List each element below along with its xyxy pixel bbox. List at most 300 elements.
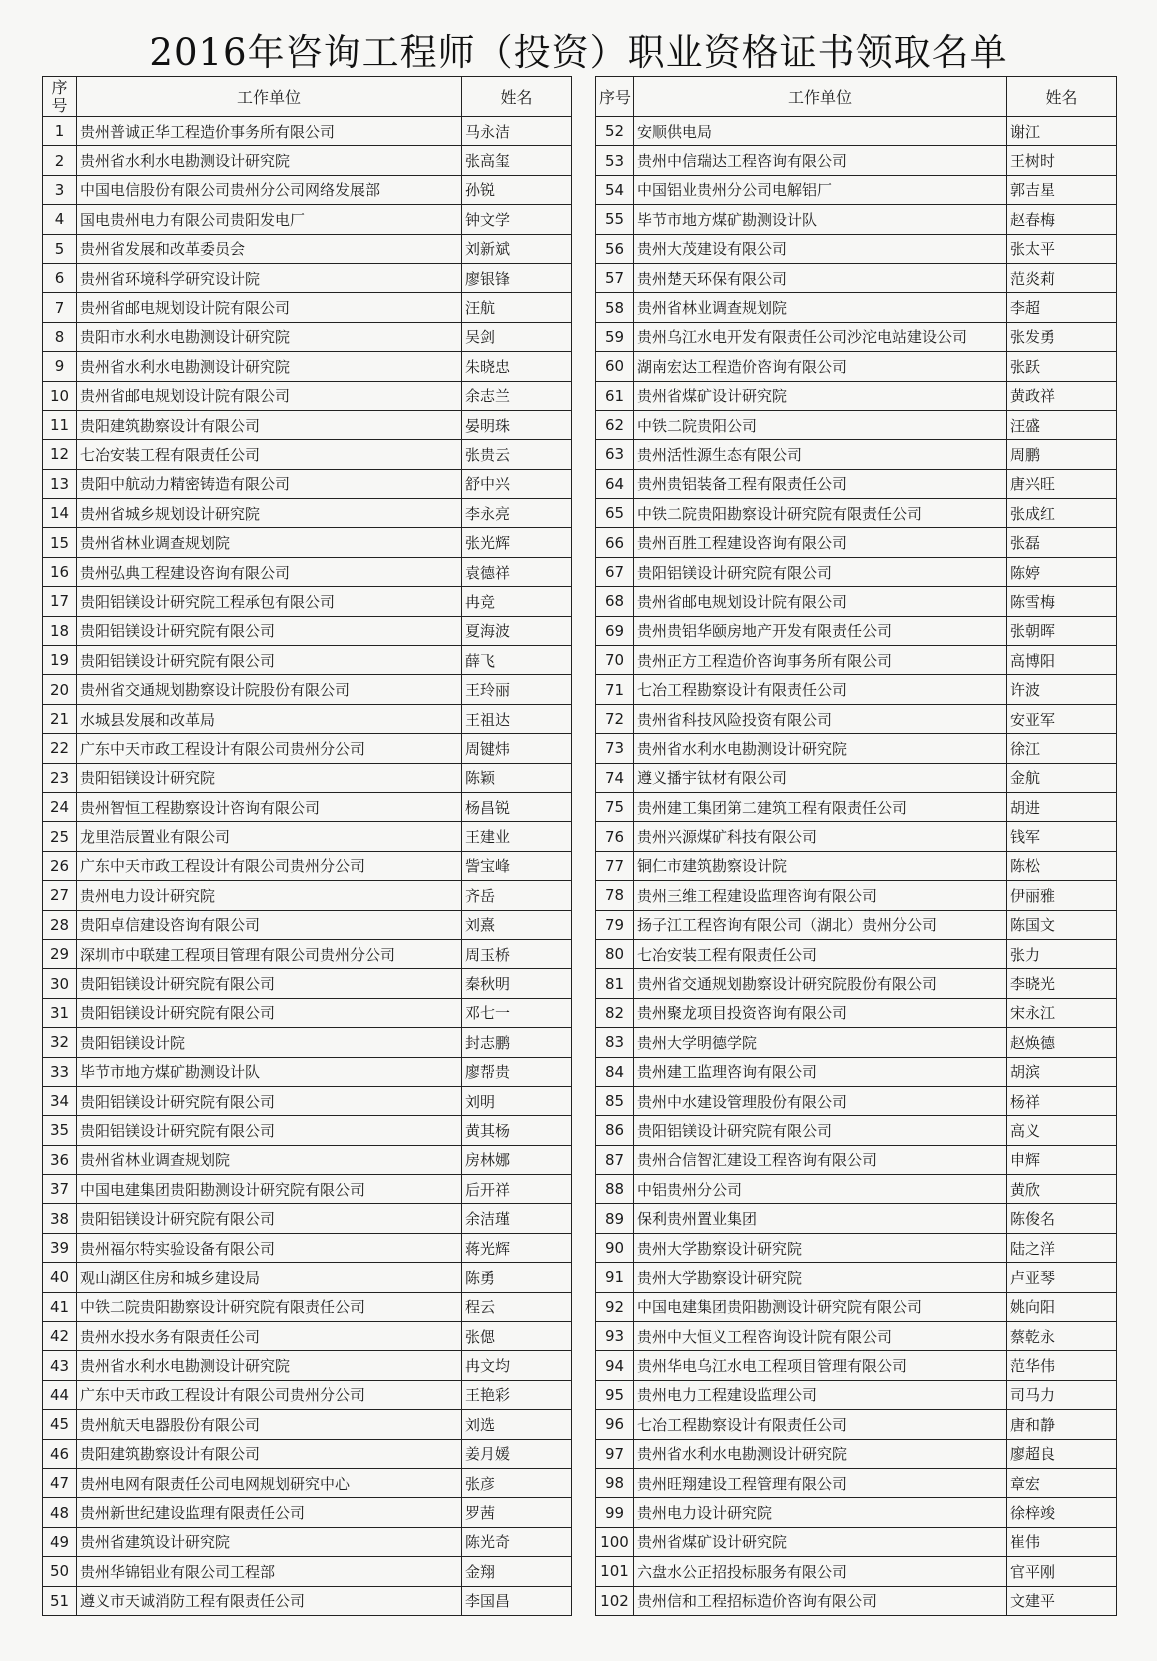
person-name-cell: 卢亚琴 [1007,1263,1117,1292]
table-row [596,557,1117,586]
row-number: 55 [596,205,634,234]
person-name-cell: 陈雪梅 [1007,587,1117,616]
table-row [43,881,572,910]
person-name-cell: 后开祥 [462,1175,572,1204]
work-unit-cell: 贵州三维工程建设监理咨询有限公司 [634,881,1007,910]
row-number: 19 [43,646,77,675]
work-unit-cell: 贵阳铝镁设计研究院有限公司 [77,969,462,998]
table-row [43,293,572,322]
work-unit-cell: 贵州省水利水电勘测设计研究院 [77,352,462,381]
work-unit-cell: 贵州活性源生态有限公司 [634,440,1007,469]
work-unit-cell: 贵州电网有限责任公司电网规划研究中心 [77,1468,462,1497]
table-row [43,557,572,586]
person-name-cell: 朱晓忠 [462,352,572,381]
row-number: 74 [596,763,634,792]
work-unit-cell: 贵州省邮电规划设计院有限公司 [634,587,1007,616]
person-name-cell: 夏海波 [462,616,572,645]
person-name-cell: 张太平 [1007,234,1117,263]
row-number: 47 [43,1468,77,1497]
row-number: 94 [596,1351,634,1380]
table-row [43,1527,572,1556]
work-unit-cell: 贵州大学勘察设计研究院 [634,1263,1007,1292]
person-name-cell: 许波 [1007,675,1117,704]
work-unit-cell: 安顺供电局 [634,117,1007,146]
row-number: 22 [43,734,77,763]
table-row [43,1028,572,1057]
row-number: 84 [596,1057,634,1086]
table-row [596,616,1117,645]
row-number: 54 [596,175,634,204]
table-row [596,528,1117,557]
person-name-cell: 谢江 [1007,117,1117,146]
row-number: 9 [43,352,77,381]
table-row [596,1263,1117,1292]
person-name-cell: 刘熹 [462,910,572,939]
work-unit-cell: 贵州贵铝华颐房地产开发有限责任公司 [634,616,1007,645]
person-name-cell: 蔡乾永 [1007,1322,1117,1351]
person-name-cell: 孙锐 [462,175,572,204]
table-row [596,969,1117,998]
work-unit-cell: 中国铝业贵州分公司电解铝厂 [634,175,1007,204]
row-number: 52 [596,117,634,146]
work-unit-cell: 贵州贵铝装备工程有限责任公司 [634,469,1007,498]
header-unit: 工作单位 [77,77,462,117]
row-number: 37 [43,1175,77,1204]
person-name-cell: 廖银锋 [462,263,572,292]
row-number: 92 [596,1292,634,1321]
table-row [596,1468,1117,1497]
person-name-cell: 张力 [1007,939,1117,968]
work-unit-cell: 湖南宏达工程造价咨询有限公司 [634,352,1007,381]
table-row [43,1410,572,1439]
work-unit-cell: 贵州省邮电规划设计院有限公司 [77,381,462,410]
work-unit-cell: 中国电建集团贵阳勘测设计研究院有限公司 [634,1292,1007,1321]
table-row [596,175,1117,204]
work-unit-cell: 贵州华锦铝业有限公司工程部 [77,1557,462,1586]
table-row [43,1175,572,1204]
work-unit-cell: 贵州省科技风险投资有限公司 [634,704,1007,733]
row-number: 11 [43,410,77,439]
work-unit-cell: 贵州电力设计研究院 [77,881,462,910]
work-unit-cell: 贵州普诚正华工程造价事务所有限公司 [77,117,462,146]
person-name-cell: 汪盛 [1007,410,1117,439]
row-number: 82 [596,998,634,1027]
person-name-cell: 杨昌锐 [462,792,572,821]
person-name-cell: 訾宝峰 [462,851,572,880]
table-row [43,822,572,851]
work-unit-cell: 贵州乌江水电开发有限责任公司沙沱电站建设公司 [634,322,1007,351]
header-num-line2: 号 [51,95,68,115]
work-unit-cell: 七冶安装工程有限责任公司 [634,939,1007,968]
person-name-cell: 高博阳 [1007,646,1117,675]
work-unit-cell: 贵州华电乌江水电工程项目管理有限公司 [634,1351,1007,1380]
row-number: 61 [596,381,634,410]
table-row [596,1351,1117,1380]
row-number: 89 [596,1204,634,1233]
header-num: 序号 [596,77,634,117]
work-unit-cell: 遵义市天诚消防工程有限责任公司 [77,1586,462,1615]
row-number: 18 [43,616,77,645]
person-name-cell: 王玲丽 [462,675,572,704]
work-unit-cell: 贵州正方工程造价咨询事务所有限公司 [634,646,1007,675]
roster-table-right [595,76,1117,1616]
person-name-cell: 范华伟 [1007,1351,1117,1380]
work-unit-cell: 贵州大学勘察设计研究院 [634,1233,1007,1262]
work-unit-cell: 贵阳建筑勘察设计有限公司 [77,410,462,439]
work-unit-cell: 贵州电力设计研究院 [634,1498,1007,1527]
table-row [596,440,1117,469]
person-name-cell: 陆之洋 [1007,1233,1117,1262]
table-row [596,293,1117,322]
work-unit-cell: 贵州中水建设管理股份有限公司 [634,1086,1007,1115]
person-name-cell: 薛飞 [462,646,572,675]
person-name-cell: 赵焕德 [1007,1028,1117,1057]
table-row [43,587,572,616]
person-name-cell: 张光辉 [462,528,572,557]
person-name-cell: 袁德祥 [462,557,572,586]
table-row [596,851,1117,880]
row-number: 8 [43,322,77,351]
work-unit-cell: 贵阳卓信建设咨询有限公司 [77,910,462,939]
table-row [596,117,1117,146]
person-name-cell: 姜月媛 [462,1439,572,1468]
person-name-cell: 罗茜 [462,1498,572,1527]
person-name-cell: 秦秋明 [462,969,572,998]
table-row [43,234,572,263]
work-unit-cell: 贵州省交通规划勘察设计研究院股份有限公司 [634,969,1007,998]
table-row [596,792,1117,821]
work-unit-cell: 贵州智恒工程勘察设计咨询有限公司 [77,792,462,821]
work-unit-cell: 贵州省林业调查规划院 [634,293,1007,322]
row-number: 25 [43,822,77,851]
work-unit-cell: 贵州电力工程建设监理公司 [634,1380,1007,1409]
work-unit-cell: 中国电信股份有限公司贵州分公司网络发展部 [77,175,462,204]
table-row [596,1086,1117,1115]
table-row [43,1204,572,1233]
table-row [43,205,572,234]
table-row [596,1527,1117,1556]
person-name-cell: 周鹏 [1007,440,1117,469]
table-row [596,1586,1117,1615]
table-row [596,322,1117,351]
row-number: 79 [596,910,634,939]
row-number: 68 [596,587,634,616]
work-unit-cell: 国电贵州电力有限公司贵阳发电厂 [77,205,462,234]
table-row [43,1116,572,1145]
row-number: 36 [43,1145,77,1174]
person-name-cell: 章宏 [1007,1468,1117,1497]
row-number: 75 [596,792,634,821]
work-unit-cell: 龙里浩辰置业有限公司 [77,822,462,851]
work-unit-cell: 七冶安装工程有限责任公司 [77,440,462,469]
person-name-cell: 徐江 [1007,734,1117,763]
row-number: 53 [596,146,634,175]
table-row [43,1292,572,1321]
person-name-cell: 赵春梅 [1007,205,1117,234]
work-unit-cell: 贵州省林业调查规划院 [77,1145,462,1174]
person-name-cell: 刘明 [462,1086,572,1115]
table-row [43,263,572,292]
table-row [43,1351,572,1380]
row-number: 27 [43,881,77,910]
person-name-cell: 汪航 [462,293,572,322]
table-row [43,646,572,675]
row-number: 42 [43,1322,77,1351]
table-row [596,939,1117,968]
row-number: 88 [596,1175,634,1204]
work-unit-cell: 中国电建集团贵阳勘测设计研究院有限公司 [77,1175,462,1204]
person-name-cell: 唐和静 [1007,1410,1117,1439]
page-title: 2016年咨询工程师（投资）职业资格证书领取名单 [149,31,1008,74]
person-name-cell: 邓七一 [462,998,572,1027]
person-name-cell: 唐兴旺 [1007,469,1117,498]
table-row [43,469,572,498]
person-name-cell: 张高玺 [462,146,572,175]
person-name-cell: 陈婷 [1007,557,1117,586]
table-row [596,763,1117,792]
work-unit-cell: 贵阳铝镁设计研究院有限公司 [634,557,1007,586]
work-unit-cell: 中铁二院贵阳勘察设计研究院有限责任公司 [77,1292,462,1321]
row-number: 43 [43,1351,77,1380]
work-unit-cell: 贵州大学明德学院 [634,1028,1007,1057]
roster-body-left [43,117,572,1616]
table-row [43,969,572,998]
work-unit-cell: 中铝贵州分公司 [634,1175,1007,1204]
table-row [596,734,1117,763]
row-number: 15 [43,528,77,557]
row-number: 97 [596,1439,634,1468]
row-number: 35 [43,1116,77,1145]
row-number: 63 [596,440,634,469]
person-name-cell: 杨祥 [1007,1086,1117,1115]
header-num [43,77,77,117]
table-row [43,939,572,968]
work-unit-cell: 贵州省水利水电勘测设计研究院 [77,1351,462,1380]
row-number: 4 [43,205,77,234]
row-number: 2 [43,146,77,175]
person-name-cell: 官平刚 [1007,1557,1117,1586]
person-name-cell: 安亚军 [1007,704,1117,733]
work-unit-cell: 贵州福尔特实验设备有限公司 [77,1233,462,1262]
person-name-cell: 黄欣 [1007,1175,1117,1204]
person-name-cell: 陈颖 [462,763,572,792]
work-unit-cell: 贵阳建筑勘察设计有限公司 [77,1439,462,1468]
work-unit-cell: 贵州省邮电规划设计院有限公司 [77,293,462,322]
person-name-cell: 金航 [1007,763,1117,792]
row-number: 71 [596,675,634,704]
work-unit-cell: 贵州省环境科学研究设计院 [77,263,462,292]
row-number: 58 [596,293,634,322]
table-row [43,998,572,1027]
table-row [596,381,1117,410]
work-unit-cell: 观山湖区住房和城乡建设局 [77,1263,462,1292]
person-name-cell: 胡滨 [1007,1057,1117,1086]
person-name-cell: 周键炜 [462,734,572,763]
table-row [43,1263,572,1292]
table-row [43,146,572,175]
row-number: 66 [596,528,634,557]
work-unit-cell: 贵州合信智汇建设工程咨询有限公司 [634,1145,1007,1174]
work-unit-cell: 贵州省水利水电勘测设计研究院 [634,1439,1007,1468]
person-name-cell: 郭吉星 [1007,175,1117,204]
work-unit-cell: 贵州弘典工程建设咨询有限公司 [77,557,462,586]
person-name-cell: 徐梓竣 [1007,1498,1117,1527]
table-row [43,734,572,763]
table-row [43,763,572,792]
work-unit-cell: 广东中天市政工程设计有限公司贵州分公司 [77,1380,462,1409]
work-unit-cell: 六盘水公正招投标服务有限公司 [634,1557,1007,1586]
work-unit-cell: 贵阳铝镁设计研究院有限公司 [77,1086,462,1115]
table-row [43,1086,572,1115]
row-number: 3 [43,175,77,204]
person-name-cell: 陈光奇 [462,1527,572,1556]
table-row [596,1204,1117,1233]
work-unit-cell: 遵义播宇钛材有限公司 [634,763,1007,792]
work-unit-cell: 贵州省交通规划勘察设计院股份有限公司 [77,675,462,704]
row-number: 32 [43,1028,77,1057]
person-name-cell: 封志鹏 [462,1028,572,1057]
table-row [596,1439,1117,1468]
work-unit-cell: 毕节市地方煤矿勘测设计队 [634,205,1007,234]
table-row [596,998,1117,1027]
table-row [596,263,1117,292]
person-name-cell: 宋永江 [1007,998,1117,1027]
table-row [43,910,572,939]
work-unit-cell: 贵阳铝镁设计研究院有限公司 [77,998,462,1027]
work-unit-cell: 贵阳铝镁设计研究院有限公司 [77,1204,462,1233]
work-unit-cell: 贵州水投水务有限责任公司 [77,1322,462,1351]
person-name-cell: 高义 [1007,1116,1117,1145]
row-number: 99 [596,1498,634,1527]
table-row [43,1586,572,1615]
table-header-row [43,77,572,117]
person-name-cell: 胡进 [1007,792,1117,821]
person-name-cell: 齐岳 [462,881,572,910]
header-name: 姓名 [462,77,572,117]
row-number: 44 [43,1380,77,1409]
table-row [43,1145,572,1174]
row-number: 10 [43,381,77,410]
work-unit-cell: 水城县发展和改革局 [77,704,462,733]
work-unit-cell: 贵州楚天环保有限公司 [634,263,1007,292]
person-name-cell: 文建平 [1007,1586,1117,1615]
work-unit-cell: 贵州省建筑设计研究院 [77,1527,462,1556]
row-number: 41 [43,1292,77,1321]
row-number: 34 [43,1086,77,1115]
work-unit-cell: 贵阳铝镁设计研究院工程承包有限公司 [77,587,462,616]
person-name-cell: 金翔 [462,1557,572,1586]
work-unit-cell: 贵阳铝镁设计院 [77,1028,462,1057]
table-row [596,704,1117,733]
row-number: 87 [596,1145,634,1174]
table-row [43,1498,572,1527]
person-name-cell: 李国昌 [462,1586,572,1615]
work-unit-cell: 七冶工程勘察设计有限责任公司 [634,675,1007,704]
person-name-cell: 余志兰 [462,381,572,410]
work-unit-cell: 贵州中信瑞达工程咨询有限公司 [634,146,1007,175]
table-row [43,616,572,645]
person-name-cell: 廖超良 [1007,1439,1117,1468]
work-unit-cell: 贵阳中航动力精密铸造有限公司 [77,469,462,498]
table-row [43,675,572,704]
work-unit-cell: 贵州省煤矿设计研究院 [634,1527,1007,1556]
row-number: 90 [596,1233,634,1262]
work-unit-cell: 贵州省城乡规划设计研究院 [77,499,462,528]
person-name-cell: 王祖达 [462,704,572,733]
row-number: 38 [43,1204,77,1233]
table-row [596,469,1117,498]
table-row [596,352,1117,381]
table-row [596,499,1117,528]
work-unit-cell: 贵州百胜工程建设咨询有限公司 [634,528,1007,557]
person-name-cell: 司马力 [1007,1380,1117,1409]
row-number: 101 [596,1557,634,1586]
table-row [596,146,1117,175]
work-unit-cell: 扬子江工程咨询有限公司（湖北）贵州分公司 [634,910,1007,939]
row-number: 96 [596,1410,634,1439]
person-name-cell: 李超 [1007,293,1117,322]
person-name-cell: 王艳彩 [462,1380,572,1409]
row-number: 1 [43,117,77,146]
row-number: 73 [596,734,634,763]
work-unit-cell: 广东中天市政工程设计有限公司贵州分公司 [77,734,462,763]
person-name-cell: 廖帮贵 [462,1057,572,1086]
person-name-cell: 张彦 [462,1468,572,1497]
table-row [596,234,1117,263]
table-row [596,1057,1117,1086]
table-row [596,1116,1117,1145]
row-number: 64 [596,469,634,498]
table-row [596,1145,1117,1174]
row-number: 21 [43,704,77,733]
table-row [43,704,572,733]
table-row [596,1498,1117,1527]
row-number: 16 [43,557,77,586]
work-unit-cell: 毕节市地方煤矿勘测设计队 [77,1057,462,1086]
row-number: 93 [596,1322,634,1351]
table-row [596,881,1117,910]
work-unit-cell: 贵州旺翔建设工程管理有限公司 [634,1468,1007,1497]
work-unit-cell: 贵州新世纪建设监理有限责任公司 [77,1498,462,1527]
table-row [596,910,1117,939]
work-unit-cell: 贵州聚龙项目投资咨询有限公司 [634,998,1007,1027]
row-number: 23 [43,763,77,792]
person-name-cell: 李永亮 [462,499,572,528]
table-row [596,1380,1117,1409]
row-number: 78 [596,881,634,910]
person-name-cell: 马永洁 [462,117,572,146]
row-number: 33 [43,1057,77,1086]
table-row [43,1057,572,1086]
row-number: 51 [43,1586,77,1615]
row-number: 95 [596,1380,634,1409]
row-number: 72 [596,704,634,733]
work-unit-cell: 贵州建工监理咨询有限公司 [634,1057,1007,1086]
person-name-cell: 张成红 [1007,499,1117,528]
header-name: 姓名 [1007,77,1117,117]
person-name-cell: 周玉桥 [462,939,572,968]
row-number: 24 [43,792,77,821]
person-name-cell: 晏明珠 [462,410,572,439]
person-name-cell: 冉文均 [462,1351,572,1380]
row-number: 28 [43,910,77,939]
row-number: 56 [596,234,634,263]
person-name-cell: 张磊 [1007,528,1117,557]
row-number: 31 [43,998,77,1027]
person-name-cell: 钱军 [1007,822,1117,851]
row-number: 14 [43,499,77,528]
row-number: 20 [43,675,77,704]
